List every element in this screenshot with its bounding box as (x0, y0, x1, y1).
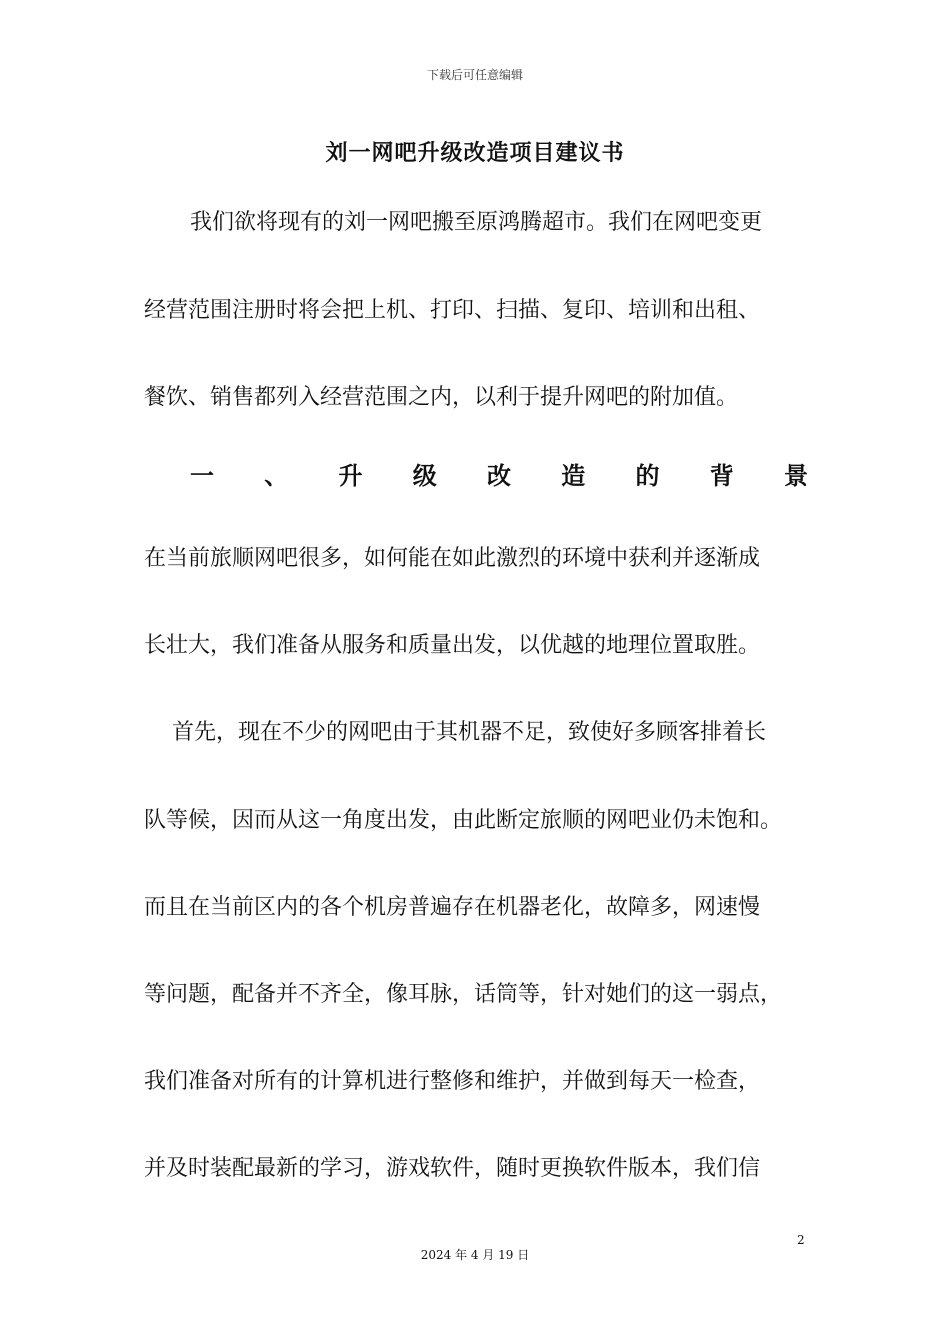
page-number: 2 (797, 1233, 805, 1247)
section-heading-char: 升 (338, 462, 363, 490)
body-line: 并及时装配最新的学习，游戏软件，随时更换软件版本，我们信 (144, 1156, 761, 1181)
intro-line: 我们欲将现有的刘一网吧搬至原鸿腾超市。我们在网吧变更 (190, 210, 763, 235)
section-heading-char: 一 (190, 462, 214, 490)
intro-line: 经营范围注册时将会把上机、打印、扫描、复印、培训和出租、 (144, 298, 761, 323)
section-heading-char: 级 (412, 462, 437, 490)
body-line: 首先，现在不少的网吧由于其机器不足，致使好多顾客排着长 (172, 720, 767, 745)
section-heading-char: 、 (264, 462, 289, 490)
footer-date: 2024 年 4 月 19 日 (420, 1248, 530, 1262)
body-line: 等问题，配备并不齐全，像耳脉，话筒等，针对她们的这一弱点， (144, 982, 783, 1007)
section-heading-char: 背 (709, 462, 734, 490)
body-line: 队等候，因而从这一角度出发，由此断定旅顺的网吧业仍未饱和。 (144, 808, 783, 833)
body-line: 长壮大，我们准备从服务和质量出发，以优越的地理位置取胜。 (144, 633, 761, 658)
intro-line: 餐饮、销售都列入经营范围之内，以利于提升网吧的附加值。 (144, 385, 739, 410)
section-heading-char: 景 (784, 462, 808, 490)
body-line: 在当前旅顺网吧很多，如何能在如此激烈的环境中获利并逐渐成 (144, 546, 761, 571)
page-header: 下载后可任意编辑 (426, 68, 523, 82)
section-heading-char: 的 (635, 462, 660, 490)
body-line: 我们准备对所有的计算机进行整修和维护，并做到每天一检查， (144, 1069, 761, 1094)
section-heading (190, 456, 808, 491)
body-line: 而且在当前区内的各个机房普遍存在机器老化，故障多，网速慢 (144, 895, 761, 920)
document-title: 刘一网吧升级改造项目建议书 (325, 141, 625, 166)
section-heading-char: 改 (487, 462, 511, 490)
section-heading-char: 造 (561, 462, 586, 490)
